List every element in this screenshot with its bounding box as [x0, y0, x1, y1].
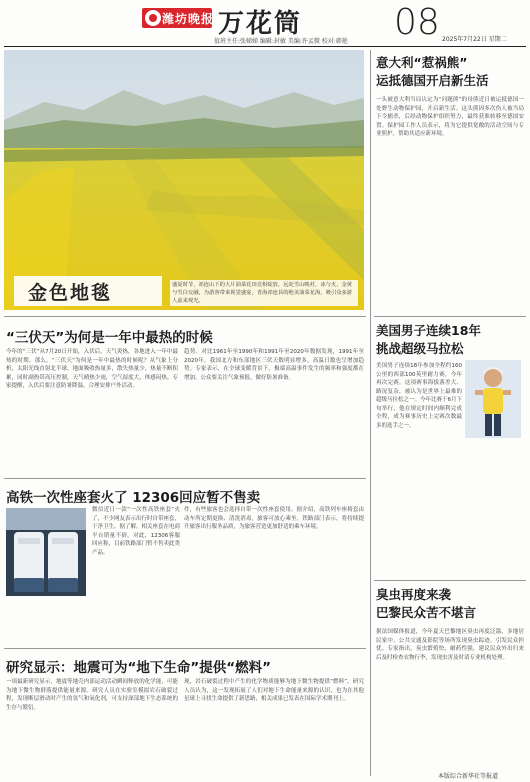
- heat-headline: “三伏天”为何是一年中最热的时候: [6, 330, 213, 346]
- runner-body-wrap: [376, 362, 462, 440]
- section-rule: [374, 580, 526, 581]
- feature-photo: [4, 50, 364, 310]
- photo-title-panel: [14, 276, 162, 306]
- runner-photo: [465, 360, 521, 438]
- bedbug-headline-line2: 巴黎民众苦不堪言: [376, 605, 477, 620]
- page-number: 08: [394, 2, 440, 43]
- canola-field-image: [4, 50, 364, 310]
- masthead: [0, 0, 530, 44]
- heat-body-right: 趋势。对比1961年至1990年和1991年至2020年数据发现，1991年至2020年，我国北方和东部地区三伏天数明显增多，高温日数也呈增加趋势。专家表示，在全球变暖背景下，极端高温事件发生的频率和强度都在增加，公众要关注气象预报，做好防暑准备。: [184, 349, 364, 381]
- train-body-right: 件，有些旅客也会选择自带一次性座套使用。据介绍，高铁列车座椅套由动车所定期更换、清洗消毒，旅客可放心乘坐。铁路部门表示，将持续提升旅客出行服务品质，为旅客营造更加舒适的乘车环境。: [184, 507, 364, 530]
- train-seat-image: [6, 508, 86, 596]
- train-headline: 高铁一次性座套火了 12306回应暂不售卖: [6, 490, 261, 506]
- heat-body-left: 今年的“三伏”从7月20日开始，入伏后，天气炎热，各地进入一年中最热的时期。那么，“三伏天”为何是一年中最热的时候呢？从气象上分析，太阳光线直射北半球，地面吸收热量多，散失热量少，热量不断积累，同时副热带高压控制，天气晴热少雨，空气湿度大，体感闷热。专家提醒，入伏后要注意防暑降温，合理安排户外活动。: [6, 349, 178, 389]
- bedbug-body: 据法国媒体报道，今年夏天巴黎地区臭虫再度泛滥，多地居民家中、公共交通及影院等场所发现臭虫踪迹，引发民众担忧。专家指出，臭虫繁殖快、耐药性强，建议民众外出归来后及时检查衣物行李，发现虫害及时请专业机构处理。: [376, 629, 524, 661]
- runner-image: [465, 360, 521, 438]
- bear-headline-line1: 意大利“惹祸熊”: [376, 55, 468, 70]
- bear-headline-line2: 运抵德国开启新生活: [376, 73, 489, 88]
- bedbug-headline-line1: 臭虫再度来袭: [376, 587, 452, 602]
- earthquake-body-right: 现，岩石破裂过程中产生的化学物质能够为地下微生物提供“燃料”。研究人员认为，这一发现拓展了人们对地下生命能量来源的认识，也为在其他星球上寻找生命提供了新思路，相关成果已发表在国际学术期刊上。: [184, 679, 364, 702]
- bear-body: 一头被意大利当局认定为“问题熊”的母熊近日被运抵德国一处野生动物保护园，开启新生活。这头熊因多次伤人被当局下令捕杀，后经动物保护组织努力，最终获准转移至德国安置。保护园工作人员表示，将为它提供宽敞的活动空间与专业照护，帮助其适应新环境。: [376, 97, 524, 137]
- section-rule: [4, 478, 366, 479]
- column-divider: [370, 50, 371, 776]
- issue-date: 2025年7月22日 星期二: [442, 36, 507, 43]
- section-rule: [374, 316, 526, 317]
- masthead-rule: [4, 46, 526, 47]
- runner-headline-line2: 挑战超级马拉松: [376, 341, 464, 356]
- train-body-left: 微信近日一款“一次性高铁座套”火了，不少网友表示出行时自带座套，干净卫生。据了解，相关座套在电商平台销量不俗。对此，12306客服回应称，目前铁路部门暂不售卖此类产品。: [92, 507, 180, 556]
- runner-headline-line1: 美国男子连续18年: [376, 323, 481, 338]
- editor-credits: 值班主任:张娣娣 编辑:封敏 美编:许孟微 校对:韩艳: [214, 38, 348, 45]
- section-title: 万花筒: [218, 9, 303, 39]
- earthquake-headline: 研究显示：地震可为“地下生命”提供“燃料”: [6, 660, 271, 676]
- logo-emblem-icon: [145, 10, 161, 26]
- runner-body: 美国男子连续18年参加全程约160公里的西部100英里耐力赛，今年再次完赛。这项赛事海拔落差大、路况复杂，被认为是世界上最难的超级马拉松之一。今年比赛于6月下旬举行，他在规定时间内顺利完成全程，成为赛事历史上完赛次数最多的选手之一。: [376, 363, 462, 429]
- section-rule: [4, 648, 366, 649]
- photo-caption: 盛夏时节，祁连山下的大片油菜花田竞相绽放，远处雪山映衬，冰与火、金黄与雪白交融，为游客带来视觉盛宴，青海祁连县的绝美油菜花海，吸引众多游人前来观光。: [170, 280, 358, 306]
- earthquake-body-left: 一项最新研究显示，地震等地壳内部运动活动瞬间释放的化学能，可能为地下微生物群落提供能量来源。研究人员在实验室模拟岩石破裂过程，发现断层滑动时产生的氢气和氧化剂，可支持深部地下生态系统的生存与繁衍。: [6, 679, 178, 711]
- photo-title: 金色地毯: [28, 282, 113, 304]
- train-seat-photo: [6, 508, 86, 596]
- source-credit: 本版综合新华社等报道: [438, 773, 499, 780]
- logo-text: 潍坊晚报: [162, 12, 215, 26]
- section-rule: [4, 316, 366, 317]
